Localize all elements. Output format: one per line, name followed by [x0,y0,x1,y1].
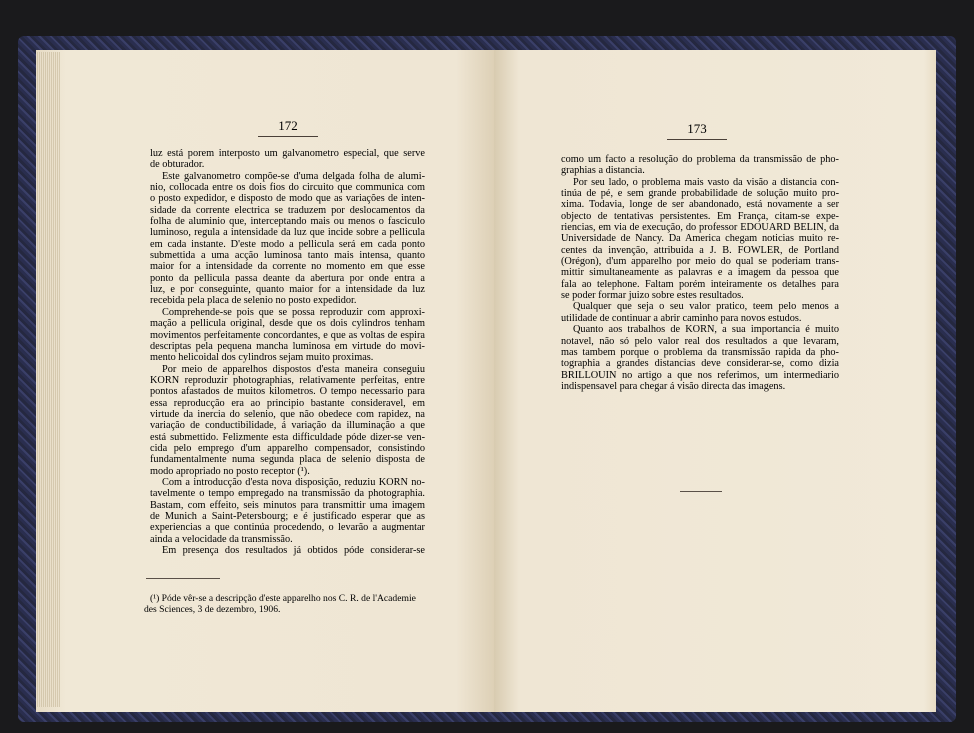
text-line: Com a introducção d'esta nova disposição, reduziu KORN no- [162,476,425,488]
text-line: Por seu lado, o problema mais vasto da visão a distancia con- [573,176,839,188]
text-line: de Munich a Saint-Petersbourg; e é justificado esperar que as [150,511,425,522]
text-line: tinúa de pé, e sem grande probabilidade de solução muito pro- [561,188,839,200]
text-line: indispensavel para chegar á visão directa das imagens. [561,380,786,392]
text-line: (Orégon), d'um apparelho por meio do qual se poderiam trans- [561,256,839,268]
text-line: mittir simultaneamente as palavras e a imagem da pessoa que [561,267,839,279]
page-edges [36,52,60,707]
text-line: Quanto aos trabalhos de KORN, a sua importancia é muito [573,324,839,336]
left-page-body [150,148,425,556]
text-line: recebida pela placa de selenio no posto expedidor. [150,295,357,307]
text-line: nio, collocada entre os dois fios do circuito que communica com [150,182,425,194]
text-line: virtude da inercia do selenio, que não obedece com rapidez, na [150,408,425,420]
text-line: mas tambem porque o problema da transmissão rapida da pho- [561,346,839,358]
text-line: de obturador. [150,159,205,171]
text-line: BRILLOUIN no artigo a que nos referimos, um intermediario [561,369,839,381]
text-line: luminoso, regula a intensidade da luz que incide sobre a pellicula [150,227,425,239]
text-line: está submettido. Felizmente esta difficuldade póde dizer-se ven- [150,431,425,443]
text-line: o posto expedidor, e disposto de modo que as variações de inten- [150,193,425,205]
text-line: descriptas pela pequena mancha luminosa em virtude do movi- [150,340,425,352]
text-line: essa reproducção era ao principio bastante consideravel, em [150,397,425,409]
text-line: xima. Todavia, longe de ser abandonado, está novamente a ser [561,199,839,211]
footnote-rule [146,578,220,579]
text-line: submettida a uma acção luminosa tanto mais intensa, quanto [150,250,425,262]
text-line: Qualquer que seja o seu valor pratico, teem pelo menos a [573,301,839,313]
footnote-line: (¹) Póde vêr-se a descripção d'este apparelho nos C. R. de l'Academie [150,593,416,604]
footnote-line: des Sciences, 3 de dezembro, 1906. [144,603,281,615]
right-page-body [561,154,839,392]
left-page-footnote [144,594,422,615]
text-line: como um facto a resolução do problema da transmissão de pho- [561,154,839,165]
text-line: objecto de tentativas persistentes. Em França, citam-se expe- [561,210,839,222]
text-line: Universidade de Nancy. Da America chegam noticias muito re- [561,233,839,245]
text-line: fundamentalmente numa segunda placa de selenio disposta de [150,454,425,466]
text-line: centes da invenção, attribuida a J. B. FOWLER, de Portland [561,244,839,256]
text-line: mação a pellicula original, desde que os dois cylindros tenham [150,318,425,330]
text-line: mento helicoidal dos cylindros sejam muito proximas. [150,352,374,364]
text-line: folha de aluminio que, interceptando mais ou menos o fasciculo [150,216,425,228]
text-line: em cada instante. D'este modo a pellicula será em cada ponto [150,238,425,250]
text-line: utilidade de continuar a abrir caminho para novos estudos. [561,312,802,324]
text-line: notavel, não só pelo valor real dos resultados a que levaram, [561,335,839,347]
text-line: cida pelo emprego d'um apparelho compensador, consistindo [150,442,425,454]
text-line: experiencias a que continúa procedendo, o levarão a augmentar [150,522,425,534]
text-line: se poder formar juizo sobre estes resultados. [561,290,744,302]
text-line: Bastam, com effeito, seis minutos para transmittir uma imagem [150,499,425,511]
text-line: Em presença dos resultados já obtidos póde considerar-se [162,545,425,557]
text-line: riencias, em via de execução, do professor EDOUARD BELIN, da [561,222,839,234]
text-line: movimentos perfeitamente concordantes, e que as voltas de espira [150,329,425,341]
text-line: tavelmente o tempo empregado na transmissão da photographia. [150,488,425,500]
text-line: tographia a grandes distancias deve considerar-se, como dizia [561,358,839,370]
left-page-number: 172 [258,118,318,137]
text-line: KORN reproduzir photographias, relativamente perfeitas, entre [150,374,425,386]
text-line: fala ao telephone. Faltam porém inteiramente os detalhes para [561,278,839,290]
text-line: luz, e por conseguinte, quanto maior for a intensidade da luz [150,284,425,296]
text-line: luz está porem interposto um galvanometro especial, que serve [150,148,425,159]
text-line: ainda a velocidade da transmissão. [150,533,293,545]
text-line: ponto da pellicula passa deante da abertura por onde entra a [150,272,425,284]
right-page-number: 173 [667,121,727,140]
text-line: maior for a intensidade da corrente no momento em que esse [150,261,425,273]
text-line: Por meio de apparelhos dispostos d'esta maneira conseguiu [162,363,425,375]
text-line: sidade da corrente electrica se traduzem por deslocamentos da [150,204,425,216]
text-line: Este galvanometro compõe-se d'uma delgada folha de alumi- [162,170,425,182]
text-line: variação de conductibilidade, á variação da illuminação a que [150,420,425,432]
section-end-rule [680,491,722,492]
text-line: pontos afastados de muitos kilometros. O tempo necessario para [150,386,425,398]
text-line: Comprehende-se pois que se possa reproduzir com approxi- [162,306,425,318]
text-line: graphias a distancia. [561,165,645,177]
text-line: modo apropriado no posto receptor (¹). [150,465,310,477]
